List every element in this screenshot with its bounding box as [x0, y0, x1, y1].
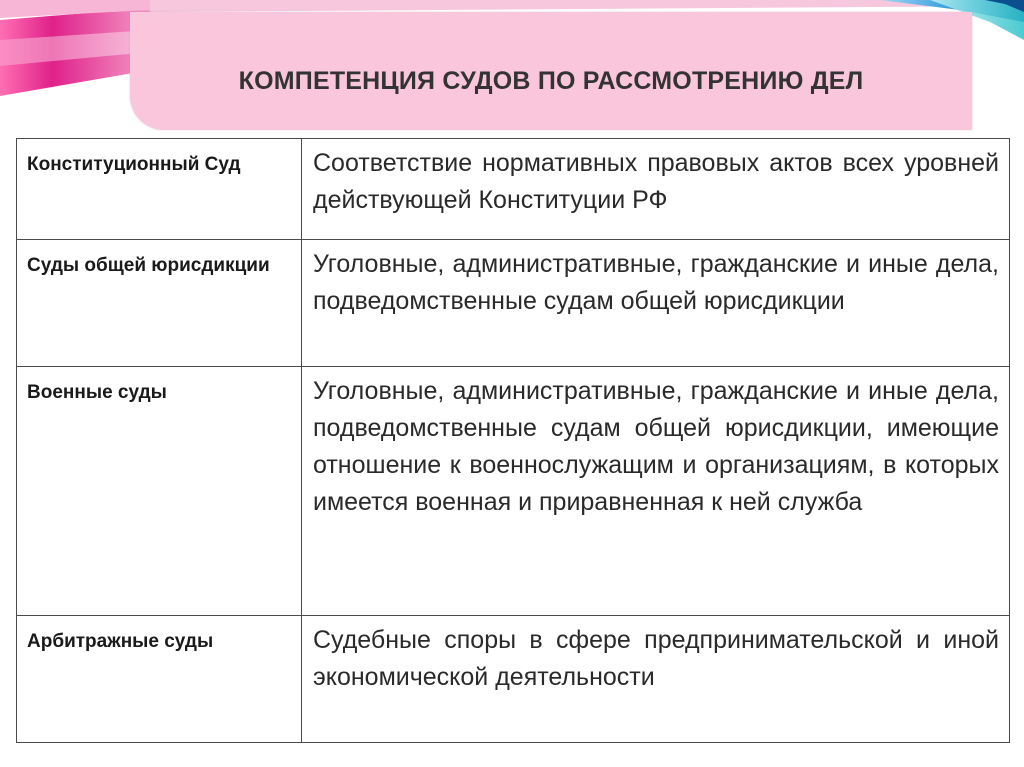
- competence-cell: [302, 616, 1010, 743]
- court-cell: [17, 139, 302, 240]
- competence-cell: [302, 139, 1010, 240]
- competence-cell: [302, 367, 1010, 616]
- table-row: [17, 139, 1010, 240]
- competence-text: Уголовные, административные, гражданские и иные дела, подведомственные судам общей юрисдикции, имеющие отношение к военнослужащим и организациям, в которых имеется военная и приравненная к ней служба: [313, 377, 999, 516]
- competence-text: Соответствие нормативных правовых актов всех уровней действующей Конституции РФ: [313, 149, 999, 214]
- court-cell: [17, 240, 302, 367]
- competence-text: Судебные споры в сфере предпринимательской и иной экономической деятельности: [313, 626, 999, 691]
- title-banner: [130, 12, 972, 130]
- table-row: [17, 240, 1010, 367]
- court-cell: [17, 367, 302, 616]
- decor-stripe-top-pink: [150, 0, 1024, 12]
- court-name: Военные суды: [27, 382, 167, 403]
- table-row: [17, 367, 1010, 616]
- competence-cell: [302, 240, 1010, 367]
- court-name: Арбитражные суды: [27, 631, 214, 652]
- court-cell: [17, 616, 302, 743]
- court-name: Суды общей юрисдикции: [27, 255, 270, 276]
- table-row: [17, 616, 1010, 743]
- court-name: Конституционный Суд: [27, 154, 241, 175]
- page-title: КОМПЕТЕНЦИЯ СУДОВ ПО РАССМОТРЕНИЮ ДЕЛ: [238, 67, 864, 95]
- competence-table: [16, 138, 1010, 743]
- competence-text: Уголовные, административные, гражданские и иные дела, подведомственные судам общей юрисдикции: [313, 250, 999, 315]
